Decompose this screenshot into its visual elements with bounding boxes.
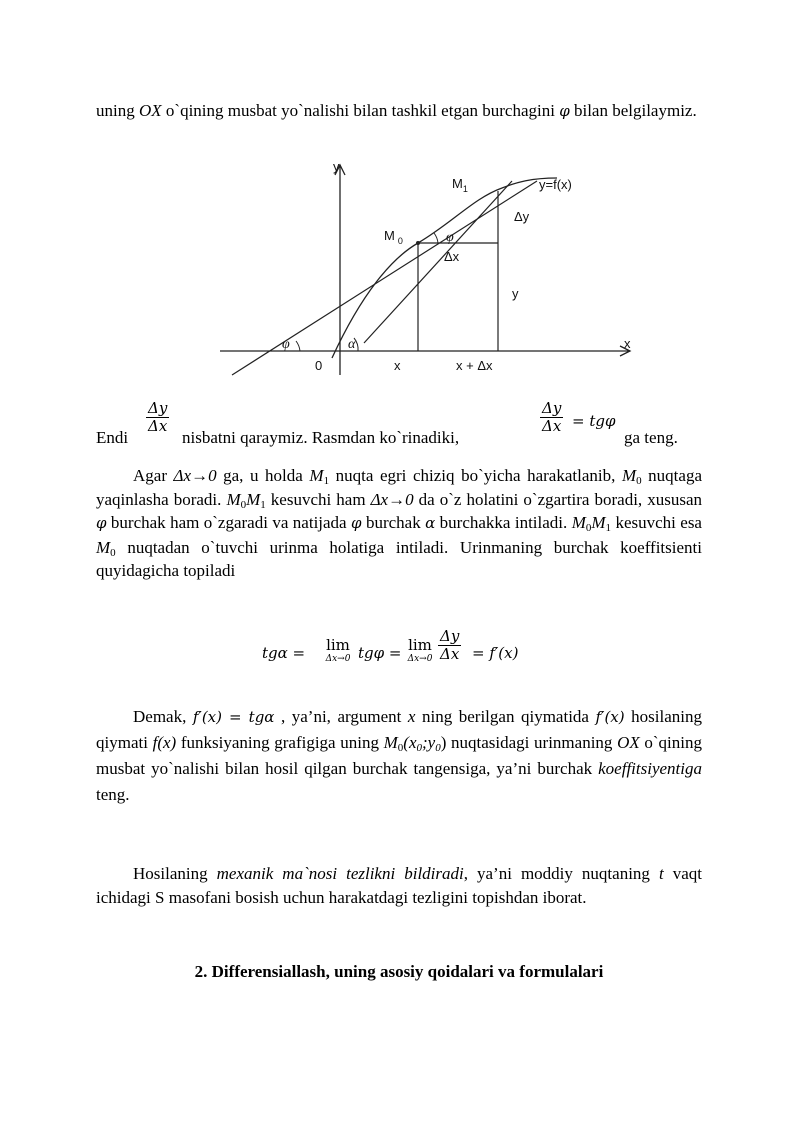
formula-lim2: lim Δx→0 xyxy=(407,636,433,664)
paragraph-limit: Agar Δx→0 ga, u holda $M_1$ nuqta egri chiziq bo`yicha harakatlanib, $M_0$ nuqtaga yaqinlasha boradi. $M_0M_1$ kesuvchi ham Δx→0 da o`z holatini o`zgartira boradi, xususan φ burchak ham o`zgaradi va natijada φ burchak α burchakka intiladi. $M_0M_1$ kesuvchi esa $M_0$ nuqtadan o`tuvchi urinma holatiga intiladi. Urinmaning burchak koeffitsienti quyidagicha topiladi xyxy=(96,466,702,580)
endi-middle-text: nisbatni qaraymiz. Rasmdan ko`rinadiki, xyxy=(182,428,460,447)
tangent-figure xyxy=(212,153,642,378)
formula-fraction: $\frac{\Delta y}{\Delta x}$ xyxy=(440,627,460,663)
x-tick-label: x xyxy=(394,358,401,373)
endi-end-text: ga teng. xyxy=(624,428,678,447)
endi-word: Endi xyxy=(96,428,129,447)
curve-label: y=f(x) xyxy=(539,177,572,192)
phi-label: φ xyxy=(446,230,454,245)
origin-label: 0 xyxy=(315,358,323,373)
paragraph-intro: uning OX o`qining musbat yo`nalishi bilan tashkil etgan burchagini φ bilan belgilaymiz. xyxy=(96,101,697,120)
paragraph-demak: Demak, f′(x) = tgα , ya’ni, argument x ning berilgan qiymatida f′(x) hosilaning qiymati f(x) funksiyaning grafigiga uning $M_0(x_0;y_0)$ nuqtasidagi urinmaning OX o`qining musbat yo`nalishi bilan hosil qilgan burchak tangensiga, ya’ni burchak koeffitsiyentiga teng. xyxy=(96,707,702,804)
formula-rhs: = f′(x) xyxy=(472,644,519,662)
secant-line xyxy=(364,181,512,343)
x-plus-dx-label: x + Δx xyxy=(456,358,493,373)
phi-low-arc xyxy=(296,341,300,351)
m1-label: $M_1$ xyxy=(452,176,468,194)
tangent-line xyxy=(232,181,537,375)
y-axis-label: y xyxy=(333,159,340,174)
formula-tga: tgα = xyxy=(262,644,306,662)
y-segment-label: y xyxy=(512,286,519,301)
tan-phi-equation: $\frac{\Delta y}{\Delta x}$ xyxy=(542,399,562,435)
phi-arc xyxy=(434,233,438,243)
m0-label: M $_0$ xyxy=(384,228,403,246)
delta-x-label: Δx xyxy=(444,249,460,264)
paragraph-mechanics: Hosilaning mexanik ma`nosi tezlikni bildiradi, ya’ni moddiy nuqtaning t vaqt ichidagi S masofani bosish uchun harakatdagi tezligini topishdan iborat. xyxy=(96,864,702,907)
formula-lim1: lim Δx→0 xyxy=(325,636,351,664)
tan-phi-rhs: = tgφ xyxy=(572,412,616,430)
x-axis-label: x xyxy=(624,336,631,351)
formula-tgphi: tgφ = xyxy=(358,644,402,662)
section-heading: 2. Differensiallash, uning asosiy qoidalari va formulalari xyxy=(194,962,604,981)
curve-line xyxy=(332,178,557,358)
paragraph-endi xyxy=(96,400,702,450)
delta-y-label: Δy xyxy=(514,209,530,224)
alpha-label: α xyxy=(348,337,356,352)
tangent-diagram xyxy=(212,153,642,378)
point-m0 xyxy=(416,241,420,245)
ratio-fraction: $\frac{\Delta y}{\Delta x}$ xyxy=(148,399,168,435)
phi-low-label: φ xyxy=(282,337,290,352)
